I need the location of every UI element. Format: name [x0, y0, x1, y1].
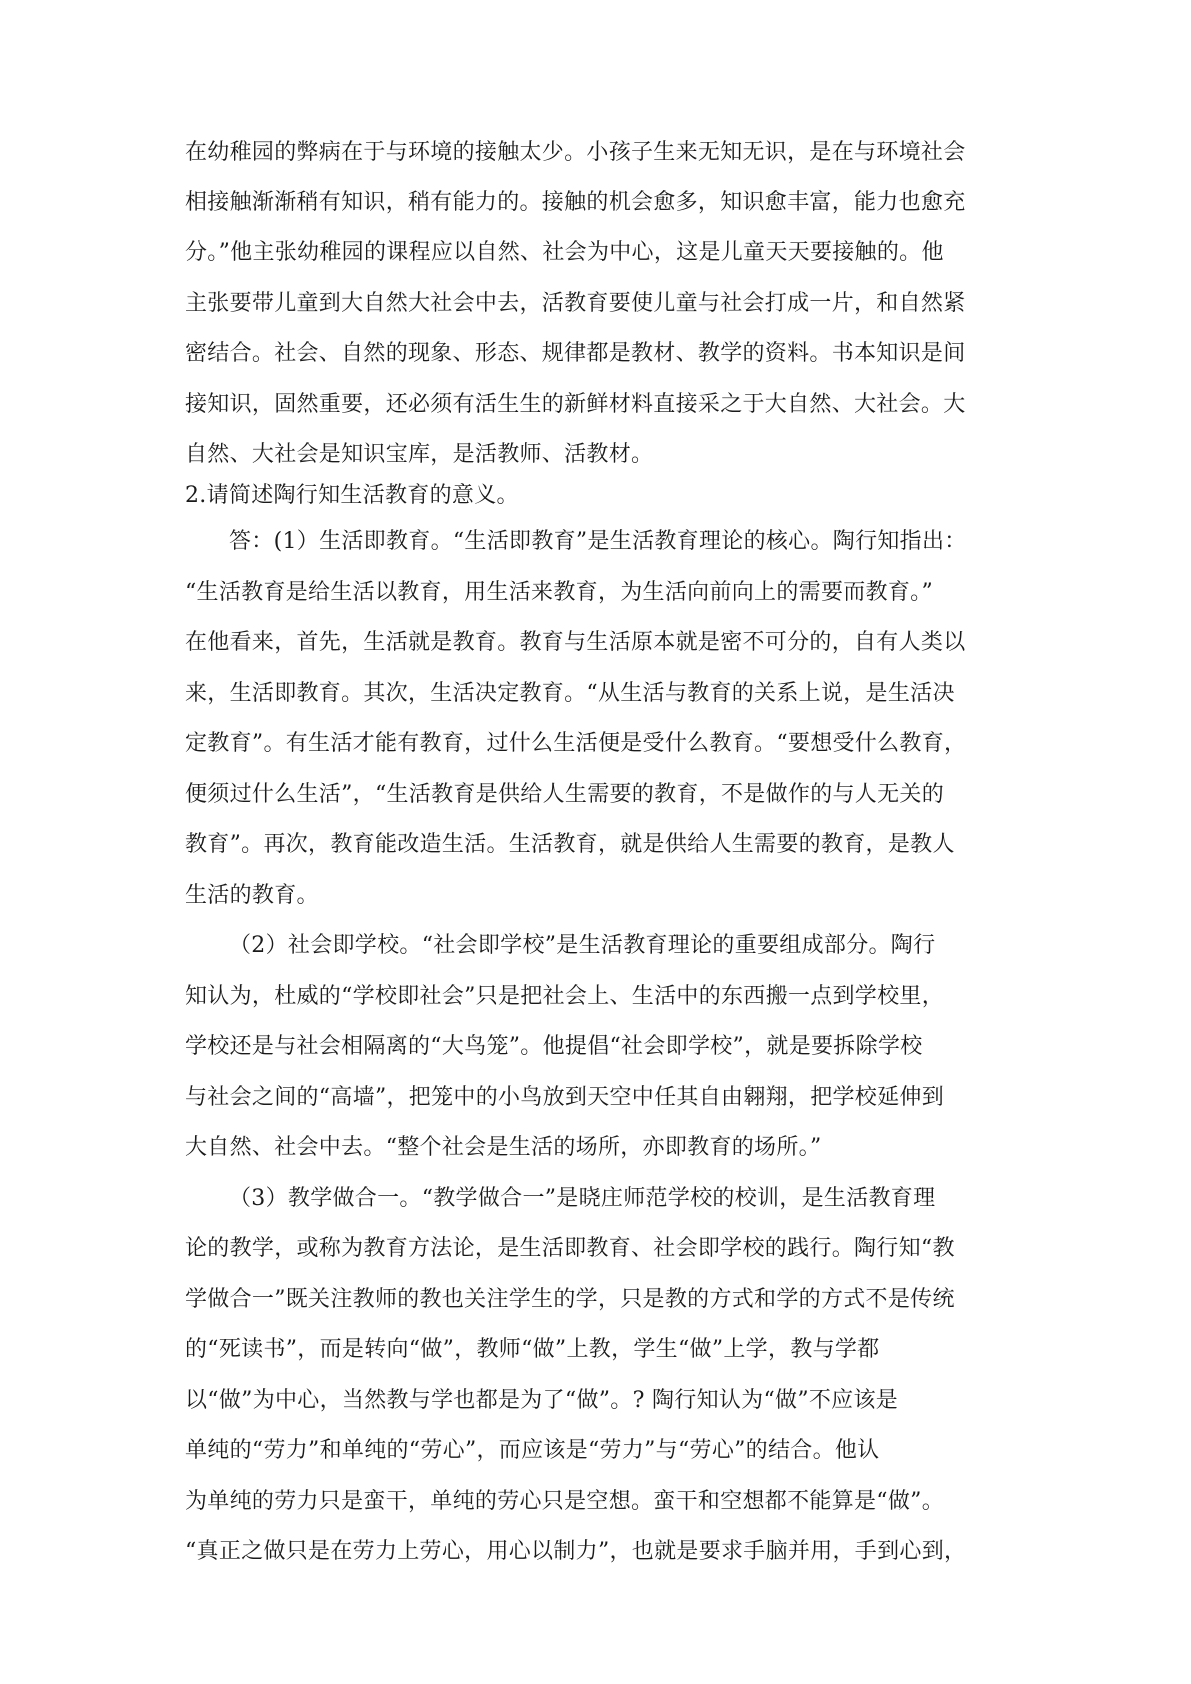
paragraph-line: 的“死读书”，而是转向“做”，教师“做”上教，学生“做”上学，教与学都 [185, 1337, 880, 1362]
paragraph-line: 以“做”为中心，当然教与学也都是为了“做”。? 陶行知认为“做”不应该是 [185, 1388, 899, 1413]
paragraph-line: 主张要带儿童到大自然大社会中去，活教育要使儿童与社会打成一片，和自然紧 [185, 291, 966, 316]
paragraph-line: （2）社会即学校。“社会即学校”是生活教育理论的重要组成部分。陶行 [229, 933, 936, 958]
paragraph-line: 学校还是与社会相隔离的“大鸟笼”。他提倡“社会即学校”，就是要拆除学校 [185, 1034, 923, 1059]
paragraph-line: 教育”。再次，教育能改造生活。生活教育，就是供给人生需要的教育，是教人 [185, 832, 955, 857]
paragraph-line: “真正之做只是在劳力上劳心，用心以制力”，也就是要求手脑并用，手到心到， [185, 1539, 967, 1564]
paragraph-line: 答：(1）生活即教育。“生活即教育”是生活教育理论的核心。陶行知指出： [229, 529, 967, 554]
paragraph-line: 便须过什么生活”，“生活教育是供给人生需要的教育，不是做作的与人无关的 [185, 782, 944, 807]
paragraph-line: 密结合。社会、自然的现象、形态、规律都是教材、教学的资料。书本知识是间 [185, 341, 966, 366]
paragraph-line: 知认为，杜威的“学校即社会”只是把社会上、生活中的东西搬一点到学校里， [185, 984, 944, 1009]
paragraph-line: 自然、大社会是知识宝库，是活教师、活教材。 [185, 442, 654, 467]
paragraph-line: 为单纯的劳力只是蛮干，单纯的劳心只是空想。蛮干和空想都不能算是“做”。 [185, 1489, 944, 1514]
paragraph-line: 接知识，固然重要，还必须有活生生的新鲜材料直接采之于大自然、大社会。大 [185, 392, 966, 417]
paragraph-line: 单纯的“劳力”和单纯的“劳心”，而应该是“劳力”与“劳心”的结合。他认 [185, 1438, 880, 1463]
question-heading: 2.请简述陶行知生活教育的意义。 [185, 483, 519, 508]
paragraph-line: 在幼稚园的弊病在于与环境的接触太少。小孩子生来无知无识，是在与环境社会 [185, 140, 966, 165]
paragraph-line: “生活教育是给生活以教育，用生活来教育，为生活向前向上的需要而教育。” [185, 580, 933, 605]
paragraph-line: 定教育”。有生活才能有教育，过什么生活便是受什么教育。“要想受什么教育， [185, 731, 967, 756]
paragraph-line: 大自然、社会中去。“整个社会是生活的场所，亦即教育的场所。” [185, 1135, 822, 1160]
paragraph-line: 来，生活即教育。其次，生活决定教育。“从生活与教育的关系上说，是生活决 [185, 681, 955, 706]
paragraph-line: （3）教学做合一。“教学做合一”是晓庄师范学校的校训，是生活教育理 [229, 1186, 936, 1211]
paragraph-line: 在他看来，首先，生活就是教育。教育与生活原本就是密不可分的，自有人类以 [185, 630, 966, 655]
paragraph-line: 与社会之间的“高墙”，把笼中的小鸟放到天空中任其自由翱翔，把学校延伸到 [185, 1085, 944, 1110]
paragraph-line: 生活的教育。 [185, 883, 319, 908]
paragraph-line: 分。”他主张幼稚园的课程应以自然、社会为中心，这是儿童天天要接触的。他 [185, 240, 944, 265]
paragraph-line: 学做合一”既关注教师的教也关注学生的学，只是教的方式和学的方式不是传统 [185, 1287, 955, 1312]
paragraph-line: 相接触渐渐稍有知识，稍有能力的。接触的机会愈多，知识愈丰富，能力也愈充 [185, 190, 966, 215]
paragraph-line: 论的教学，或称为教育方法论，是生活即教育、社会即学校的践行。陶行知“教 [185, 1236, 955, 1261]
